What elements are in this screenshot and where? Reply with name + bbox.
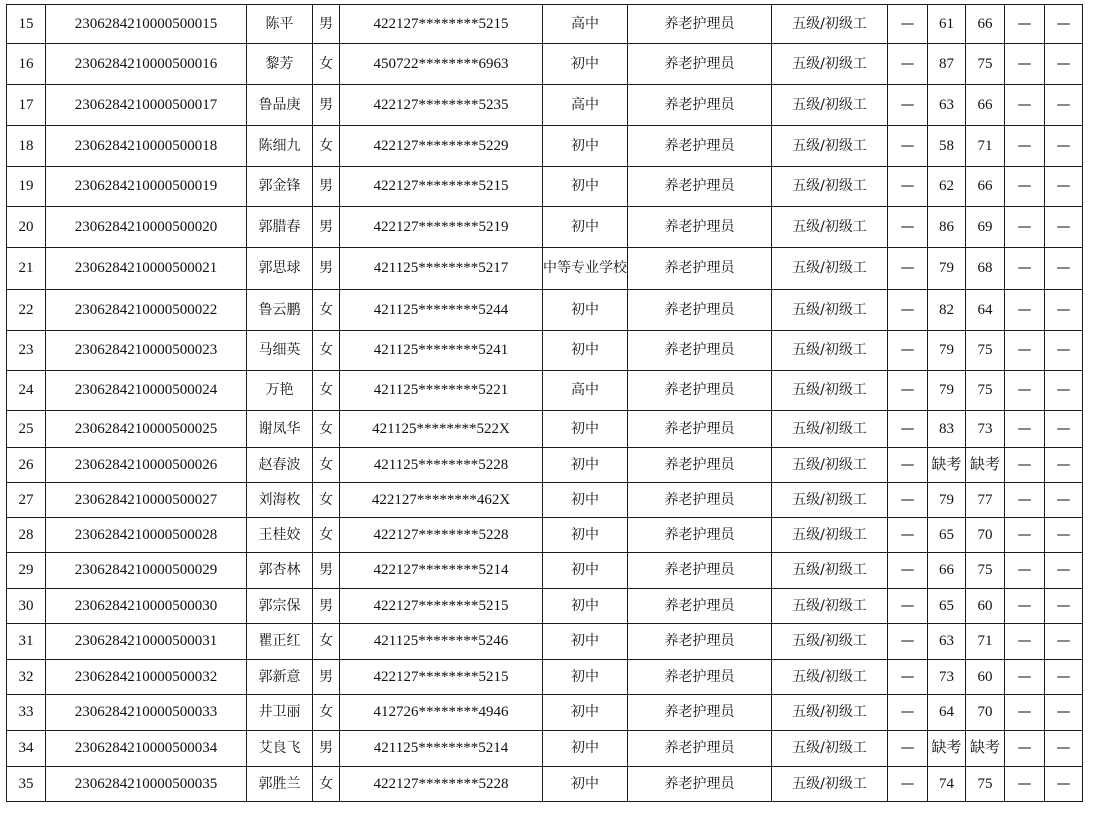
dash-cell: — [888,553,928,589]
level-cell: 五级/初级工 [772,44,888,85]
education-cell: 初中 [543,167,628,207]
gender-cell: 男 [313,660,340,695]
occupation-cell: 养老护理员 [628,290,772,331]
dash-cell: — [1045,5,1083,44]
id-number-cell: 422127********5215 [340,660,543,695]
level-cell: 五级/初级工 [772,411,888,448]
id-number-cell: 421125********5241 [340,331,543,371]
score-theory-cell: 86 [928,207,966,248]
table-row [7,371,1083,411]
id-number-cell: 422127********462X [340,483,543,518]
score-theory-cell: 74 [928,767,966,802]
education-cell: 高中 [543,85,628,126]
dash-cell: — [1005,660,1045,695]
occupation-cell: 养老护理员 [628,624,772,660]
name-cell: 艾良飞 [247,731,313,767]
occupation-cell: 养老护理员 [628,167,772,207]
education-cell: 初中 [543,767,628,802]
table-row [7,126,1083,167]
occupation-cell: 养老护理员 [628,411,772,448]
dash-cell: — [1045,518,1083,553]
seq-cell: 28 [7,518,46,553]
dash-cell: — [1045,483,1083,518]
dash-cell: — [1045,167,1083,207]
gender-cell: 男 [313,207,340,248]
seq-cell: 16 [7,44,46,85]
name-cell: 陈平 [247,5,313,44]
dash-cell: — [1005,624,1045,660]
dash-cell: — [1045,331,1083,371]
name-cell: 鲁云鹏 [247,290,313,331]
cert-number-cell: 2306284210000500027 [46,483,247,518]
id-number-cell: 450722********6963 [340,44,543,85]
dash-cell: — [888,411,928,448]
id-number-cell: 421125********5214 [340,731,543,767]
dash-cell: — [888,624,928,660]
gender-cell: 男 [313,167,340,207]
education-cell: 初中 [543,44,628,85]
dash-cell: — [1045,248,1083,290]
dash-cell: — [888,660,928,695]
dash-cell: — [1045,624,1083,660]
level-cell: 五级/初级工 [772,731,888,767]
table-row [7,624,1083,660]
score-skill-cell: 71 [966,624,1005,660]
table-row [7,85,1083,126]
level-cell: 五级/初级工 [772,518,888,553]
table-row [7,331,1083,371]
name-cell: 鲁品庚 [247,85,313,126]
dash-cell: — [888,767,928,802]
dash-cell: — [888,518,928,553]
occupation-cell: 养老护理员 [628,371,772,411]
education-cell: 初中 [543,331,628,371]
occupation-cell: 养老护理员 [628,589,772,624]
gender-cell: 女 [313,331,340,371]
gender-cell: 女 [313,448,340,483]
seq-cell: 17 [7,85,46,126]
seq-cell: 27 [7,483,46,518]
score-theory-cell: 63 [928,624,966,660]
table-row [7,248,1083,290]
seq-cell: 30 [7,589,46,624]
id-number-cell: 422127********5215 [340,167,543,207]
dash-cell: — [1005,167,1045,207]
name-cell: 郭思球 [247,248,313,290]
table-row [7,731,1083,767]
dash-cell: — [1005,695,1045,731]
dash-cell: — [1045,411,1083,448]
name-cell: 郭杏林 [247,553,313,589]
score-skill-cell: 66 [966,85,1005,126]
occupation-cell: 养老护理员 [628,518,772,553]
gender-cell: 女 [313,44,340,85]
cert-number-cell: 2306284210000500022 [46,290,247,331]
occupation-cell: 养老护理员 [628,85,772,126]
score-skill-cell: 缺考 [966,731,1005,767]
occupation-cell: 养老护理员 [628,767,772,802]
score-skill-cell: 69 [966,207,1005,248]
table-row [7,767,1083,802]
dash-cell: — [1045,126,1083,167]
id-number-cell: 412726********4946 [340,695,543,731]
table-row [7,589,1083,624]
score-skill-cell: 73 [966,411,1005,448]
cert-number-cell: 2306284210000500032 [46,660,247,695]
dash-cell: — [1045,448,1083,483]
seq-cell: 29 [7,553,46,589]
level-cell: 五级/初级工 [772,85,888,126]
dash-cell: — [1005,126,1045,167]
seq-cell: 18 [7,126,46,167]
name-cell: 刘海枚 [247,483,313,518]
score-skill-cell: 71 [966,126,1005,167]
occupation-cell: 养老护理员 [628,660,772,695]
dash-cell: — [888,695,928,731]
occupation-cell: 养老护理员 [628,695,772,731]
dash-cell: — [1045,589,1083,624]
education-cell: 初中 [543,660,628,695]
id-number-cell: 421125********522X [340,411,543,448]
dash-cell: — [888,126,928,167]
gender-cell: 男 [313,553,340,589]
cert-number-cell: 2306284210000500031 [46,624,247,660]
cert-number-cell: 2306284210000500028 [46,518,247,553]
id-number-cell: 422127********5214 [340,553,543,589]
dash-cell: — [888,44,928,85]
education-cell: 初中 [543,695,628,731]
level-cell: 五级/初级工 [772,624,888,660]
dash-cell: — [1005,207,1045,248]
name-cell: 陈细九 [247,126,313,167]
id-number-cell: 422127********5219 [340,207,543,248]
name-cell: 万艳 [247,371,313,411]
table-row [7,660,1083,695]
dash-cell: — [888,207,928,248]
score-skill-cell: 70 [966,695,1005,731]
id-number-cell: 422127********5229 [340,126,543,167]
cert-number-cell: 2306284210000500025 [46,411,247,448]
id-number-cell: 422127********5228 [340,518,543,553]
table-row [7,44,1083,85]
dash-cell: — [888,589,928,624]
score-theory-cell: 64 [928,695,966,731]
id-number-cell: 422127********5228 [340,767,543,802]
education-cell: 初中 [543,411,628,448]
seq-cell: 24 [7,371,46,411]
score-skill-cell: 77 [966,483,1005,518]
id-number-cell: 421125********5246 [340,624,543,660]
education-cell: 初中 [543,624,628,660]
dash-cell: — [1045,660,1083,695]
gender-cell: 女 [313,624,340,660]
seq-cell: 35 [7,767,46,802]
gender-cell: 女 [313,411,340,448]
level-cell: 五级/初级工 [772,5,888,44]
occupation-cell: 养老护理员 [628,553,772,589]
gender-cell: 女 [313,695,340,731]
occupation-cell: 养老护理员 [628,331,772,371]
table-row [7,483,1083,518]
cert-number-cell: 2306284210000500033 [46,695,247,731]
gender-cell: 男 [313,731,340,767]
dash-cell: — [1045,207,1083,248]
cert-number-cell: 2306284210000500024 [46,371,247,411]
name-cell: 郭新意 [247,660,313,695]
seq-cell: 32 [7,660,46,695]
level-cell: 五级/初级工 [772,695,888,731]
cert-number-cell: 2306284210000500017 [46,85,247,126]
seq-cell: 34 [7,731,46,767]
dash-cell: — [888,167,928,207]
score-theory-cell: 缺考 [928,731,966,767]
cert-number-cell: 2306284210000500015 [46,5,247,44]
dash-cell: — [888,248,928,290]
score-theory-cell: 79 [928,248,966,290]
education-cell: 高中 [543,5,628,44]
table-row [7,290,1083,331]
name-cell: 郭金锋 [247,167,313,207]
seq-cell: 19 [7,167,46,207]
level-cell: 五级/初级工 [772,126,888,167]
seq-cell: 21 [7,248,46,290]
score-theory-cell: 79 [928,483,966,518]
score-theory-cell: 66 [928,553,966,589]
score-theory-cell: 83 [928,411,966,448]
score-theory-cell: 62 [928,167,966,207]
id-number-cell: 421125********5217 [340,248,543,290]
name-cell: 瞿正红 [247,624,313,660]
dash-cell: — [1045,731,1083,767]
education-cell: 初中 [543,207,628,248]
education-cell: 中等专业学校 [543,248,628,290]
table-row [7,518,1083,553]
seq-cell: 22 [7,290,46,331]
score-skill-cell: 64 [966,290,1005,331]
table-row [7,207,1083,248]
dash-cell: — [1005,331,1045,371]
seq-cell: 26 [7,448,46,483]
dash-cell: — [1005,85,1045,126]
seq-cell: 15 [7,5,46,44]
score-theory-cell: 58 [928,126,966,167]
score-skill-cell: 68 [966,248,1005,290]
score-theory-cell: 79 [928,331,966,371]
score-skill-cell: 75 [966,553,1005,589]
occupation-cell: 养老护理员 [628,483,772,518]
id-number-cell: 421125********5244 [340,290,543,331]
gender-cell: 男 [313,589,340,624]
dash-cell: — [1005,411,1045,448]
occupation-cell: 养老护理员 [628,207,772,248]
cert-number-cell: 2306284210000500035 [46,767,247,802]
score-skill-cell: 66 [966,167,1005,207]
gender-cell: 男 [313,5,340,44]
dash-cell: — [1045,44,1083,85]
level-cell: 五级/初级工 [772,553,888,589]
table-row [7,167,1083,207]
occupation-cell: 养老护理员 [628,44,772,85]
table-row [7,448,1083,483]
dash-cell: — [1005,5,1045,44]
dash-cell: — [1045,553,1083,589]
dash-cell: — [1005,248,1045,290]
score-theory-cell: 82 [928,290,966,331]
gender-cell: 女 [313,483,340,518]
education-cell: 初中 [543,126,628,167]
name-cell: 郭胜兰 [247,767,313,802]
seq-cell: 25 [7,411,46,448]
score-skill-cell: 缺考 [966,448,1005,483]
occupation-cell: 养老护理员 [628,248,772,290]
id-number-cell: 421125********5221 [340,371,543,411]
gender-cell: 男 [313,248,340,290]
name-cell: 井卫丽 [247,695,313,731]
level-cell: 五级/初级工 [772,371,888,411]
gender-cell: 男 [313,85,340,126]
table-row [7,695,1083,731]
dash-cell: — [1005,448,1045,483]
dash-cell: — [1045,695,1083,731]
table-row [7,553,1083,589]
score-skill-cell: 75 [966,331,1005,371]
cert-number-cell: 2306284210000500034 [46,731,247,767]
dash-cell: — [888,290,928,331]
gender-cell: 女 [313,518,340,553]
name-cell: 郭腊春 [247,207,313,248]
score-theory-cell: 73 [928,660,966,695]
dash-cell: — [888,331,928,371]
name-cell: 谢凤华 [247,411,313,448]
dash-cell: — [1045,371,1083,411]
occupation-cell: 养老护理员 [628,5,772,44]
dash-cell: — [888,448,928,483]
gender-cell: 女 [313,126,340,167]
score-skill-cell: 75 [966,371,1005,411]
dash-cell: — [1005,767,1045,802]
score-skill-cell: 70 [966,518,1005,553]
dash-cell: — [888,483,928,518]
education-cell: 初中 [543,483,628,518]
score-skill-cell: 66 [966,5,1005,44]
education-cell: 初中 [543,731,628,767]
score-skill-cell: 75 [966,767,1005,802]
dash-cell: — [1005,731,1045,767]
education-cell: 初中 [543,290,628,331]
dash-cell: — [1005,553,1045,589]
id-number-cell: 421125********5228 [340,448,543,483]
dash-cell: — [888,5,928,44]
dash-cell: — [1005,290,1045,331]
score-theory-cell: 65 [928,518,966,553]
level-cell: 五级/初级工 [772,767,888,802]
cert-number-cell: 2306284210000500023 [46,331,247,371]
seq-cell: 33 [7,695,46,731]
cert-number-cell: 2306284210000500018 [46,126,247,167]
education-cell: 高中 [543,371,628,411]
score-skill-cell: 75 [966,44,1005,85]
score-skill-cell: 60 [966,660,1005,695]
id-number-cell: 422127********5215 [340,5,543,44]
name-cell: 赵春波 [247,448,313,483]
dash-cell: — [1045,767,1083,802]
name-cell: 黎芳 [247,44,313,85]
level-cell: 五级/初级工 [772,448,888,483]
id-number-cell: 422127********5235 [340,85,543,126]
level-cell: 五级/初级工 [772,248,888,290]
occupation-cell: 养老护理员 [628,731,772,767]
table-body [7,5,1083,802]
cert-number-cell: 2306284210000500020 [46,207,247,248]
cert-number-cell: 2306284210000500021 [46,248,247,290]
dash-cell: — [1005,483,1045,518]
score-theory-cell: 87 [928,44,966,85]
level-cell: 五级/初级工 [772,483,888,518]
education-cell: 初中 [543,553,628,589]
cert-number-cell: 2306284210000500019 [46,167,247,207]
dash-cell: — [1045,290,1083,331]
gender-cell: 女 [313,290,340,331]
gender-cell: 女 [313,767,340,802]
cert-number-cell: 2306284210000500029 [46,553,247,589]
dash-cell: — [1005,518,1045,553]
level-cell: 五级/初级工 [772,207,888,248]
cert-number-cell: 2306284210000500026 [46,448,247,483]
results-table [6,4,1083,802]
dash-cell: — [1045,85,1083,126]
seq-cell: 23 [7,331,46,371]
id-number-cell: 422127********5215 [340,589,543,624]
score-theory-cell: 79 [928,371,966,411]
level-cell: 五级/初级工 [772,331,888,371]
seq-cell: 20 [7,207,46,248]
dash-cell: — [1005,371,1045,411]
name-cell: 马细英 [247,331,313,371]
occupation-cell: 养老护理员 [628,448,772,483]
table-row [7,411,1083,448]
occupation-cell: 养老护理员 [628,126,772,167]
dash-cell: — [1005,44,1045,85]
dash-cell: — [1005,589,1045,624]
dash-cell: — [888,85,928,126]
seq-cell: 31 [7,624,46,660]
level-cell: 五级/初级工 [772,167,888,207]
dash-cell: — [888,731,928,767]
score-skill-cell: 60 [966,589,1005,624]
education-cell: 初中 [543,589,628,624]
cert-number-cell: 2306284210000500016 [46,44,247,85]
name-cell: 王桂姣 [247,518,313,553]
score-theory-cell: 61 [928,5,966,44]
name-cell: 郭宗保 [247,589,313,624]
level-cell: 五级/初级工 [772,589,888,624]
level-cell: 五级/初级工 [772,660,888,695]
score-theory-cell: 缺考 [928,448,966,483]
cert-number-cell: 2306284210000500030 [46,589,247,624]
score-theory-cell: 65 [928,589,966,624]
gender-cell: 女 [313,371,340,411]
table-row [7,5,1083,44]
education-cell: 初中 [543,448,628,483]
score-theory-cell: 63 [928,85,966,126]
dash-cell: — [888,371,928,411]
education-cell: 初中 [543,518,628,553]
level-cell: 五级/初级工 [772,290,888,331]
